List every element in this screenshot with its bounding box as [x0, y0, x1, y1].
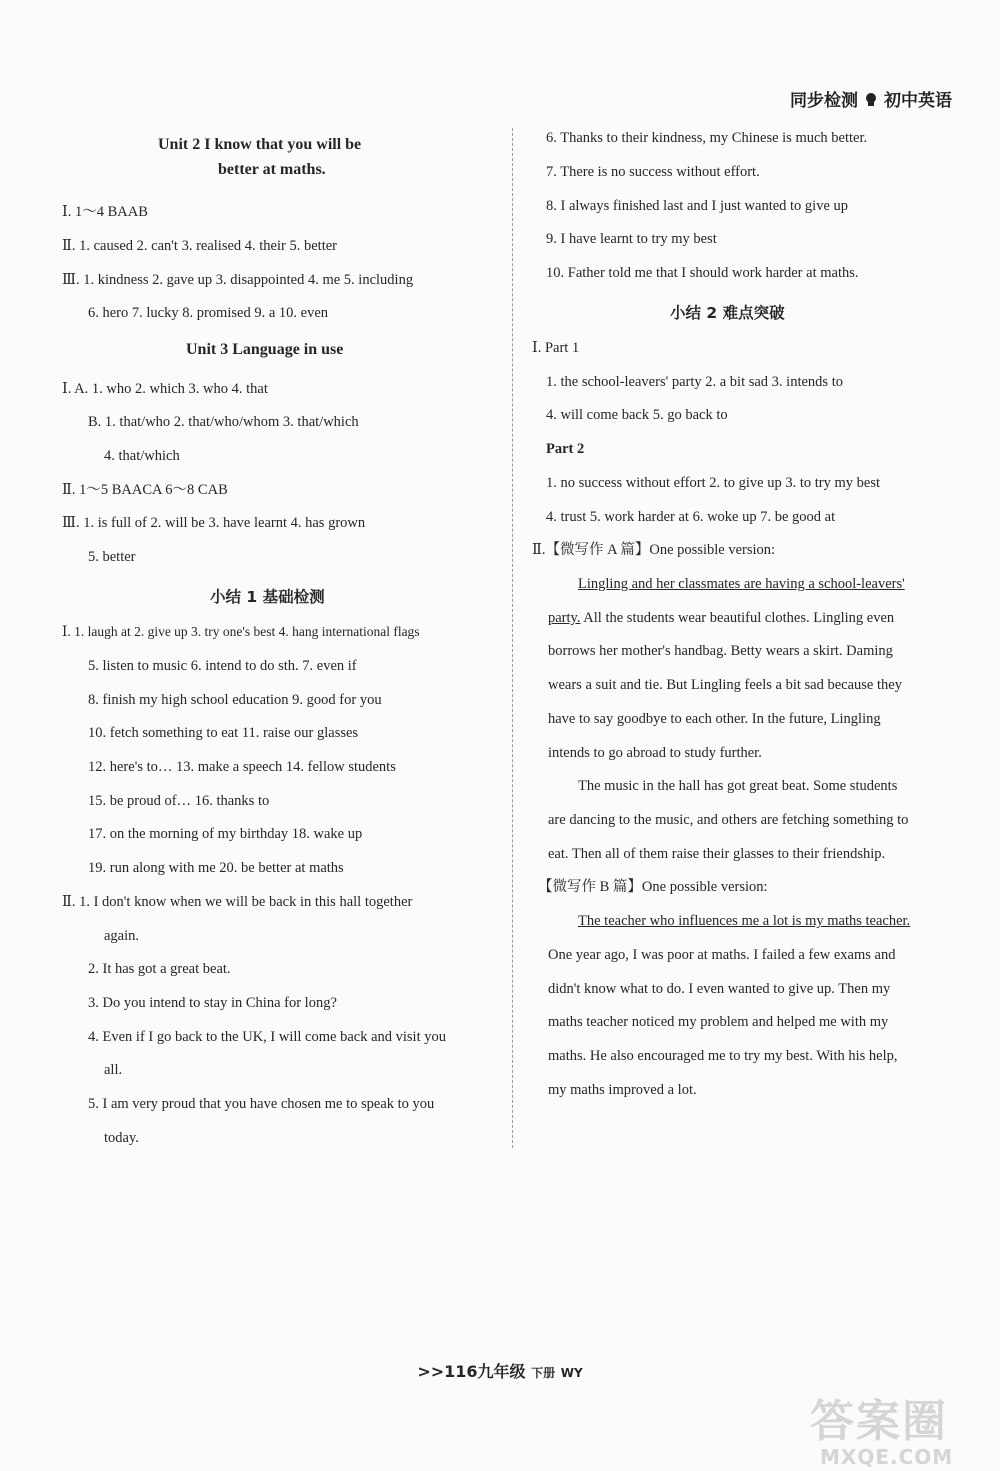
answer-line: 4. trust 5. work harder at 6. woke up 7. be good at [546, 509, 836, 525]
summary1-title: 小结 1 基础检测 [210, 588, 325, 606]
answer-line: 9. I have learnt to try my best [546, 231, 717, 247]
answer-line: 19. run along with me 20. be better at maths [88, 860, 344, 876]
essay-a-underlined-word: party. [548, 610, 581, 626]
column-divider [512, 128, 513, 1148]
answer-line: today. [104, 1130, 139, 1146]
volume-label: 下册 [531, 1366, 556, 1380]
answer-line: Ⅱ. 1. caused 2. can't 3. realised 4. their 5. better [62, 238, 337, 254]
essay-b-line: The teacher who influences me a lot is my maths teacher. [578, 913, 911, 929]
answer-line: all. [104, 1062, 123, 1078]
answer-line: Ⅰ. 1～4 BAAB [62, 204, 148, 220]
answer-line: 4. Even if I go back to the UK, I will come back and visit you [88, 1029, 446, 1045]
answer-line: Part 2 [546, 441, 585, 457]
essay-a-line: The music in the hall has got great beat. Some students [578, 778, 898, 794]
answer-line: 10. fetch something to eat 11. raise our glasses [88, 725, 359, 741]
essay-a-line: have to say goodbye to each other. In the future, Lingling [548, 711, 881, 727]
answer-line: 8. I always finished last and I just wanted to give up [546, 198, 849, 214]
lightbulb-icon [864, 91, 878, 107]
unit2-title-line2: better at maths. [218, 161, 326, 178]
essay-a-line: eat. Then all of them raise their glasses to their friendship. [548, 846, 886, 862]
answer-line: Ⅱ.【微写作 A 篇】One possible version: [532, 542, 776, 558]
essay-b-line: didn't know what to do. I even wanted to give up. Then my [548, 981, 891, 997]
answer-line: B. 1. that/who 2. that/who/whom 3. that/which [88, 414, 359, 430]
essay-a-line: intends to go abroad to study further. [548, 745, 762, 761]
essay-a-line [548, 608, 894, 628]
series-title: 同步检测 [790, 91, 858, 111]
essay-b-line: One year ago, I was poor at maths. I failed a few exams and [548, 947, 896, 963]
essay-b-line: maths teacher noticed my problem and helped me with my [548, 1014, 889, 1030]
page-footer [0, 1359, 1000, 1382]
subject-title: 初中英语 [884, 91, 952, 111]
answer-line: Ⅰ. Part 1 [532, 340, 580, 356]
answer-line: 8. finish my high school education 9. good for you [88, 692, 382, 708]
essay-b-heading: 【微写作 B 篇】One possible version: [538, 879, 768, 895]
edition-label: WY [560, 1366, 583, 1380]
answer-line: 17. on the morning of my birthday 18. wake up [88, 826, 363, 842]
essay-a-line: Lingling and her classmates are having a school-leavers' [578, 576, 905, 592]
answer-line: Ⅰ. 1. laugh at 2. give up 3. try one's best 4. hang international flags [62, 624, 420, 639]
answer-line: Ⅲ. 1. is full of 2. will be 3. have learnt 4. has grown [62, 515, 366, 531]
page-header [790, 86, 952, 111]
answer-line: 6. hero 7. lucky 8. promised 9. a 10. even [88, 305, 329, 321]
essay-a-line: are dancing to the music, and others are fetching something to [548, 812, 909, 828]
answer-line: 10. Father told me that I should work harder at maths. [546, 265, 859, 281]
answer-line: 5. better [88, 549, 136, 565]
answer-line: 4. will come back 5. go back to [546, 407, 728, 423]
watermark-url: MXQE.COM [820, 1445, 954, 1469]
answer-line: 15. be proud of… 16. thanks to [88, 793, 270, 809]
watermark-logo [810, 1385, 953, 1469]
answer-line: Ⅱ. 1. I don't know when we will be back in this hall together [62, 894, 413, 910]
essay-b-line: maths. He also encouraged me to try my best. With his help, [548, 1048, 898, 1064]
answer-line: 5. I am very proud that you have chosen me to speak to you [88, 1096, 435, 1112]
grade-label: 九年级 [477, 1362, 526, 1381]
unit2-title-line1: Unit 2 I know that you will be [158, 136, 362, 153]
answer-line: 7. There is no success without effort. [546, 164, 760, 180]
essay-a-line: wears a suit and tie. But Lingling feels a bit sad because they [548, 677, 902, 693]
page-arrows: >> [417, 1362, 445, 1381]
page-number: 116 [444, 1362, 478, 1381]
answer-line: 4. that/which [104, 448, 180, 464]
essay-a-line: borrows her mother's handbag. Betty wears a skirt. Daming [548, 643, 893, 659]
answer-line: 1. the school-leavers' party 2. a bit sad 3. intends to [546, 374, 843, 390]
answer-line: 5. listen to music 6. intend to do sth. 7. even if [88, 658, 357, 674]
answer-line: Ⅰ. A. 1. who 2. which 3. who 4. that [62, 381, 268, 397]
summary2-title: 小结 2 难点突破 [670, 304, 785, 322]
answer-line: 1. no success without effort 2. to give up 3. to try my best [546, 475, 880, 491]
answer-line: Ⅲ. 1. kindness 2. gave up 3. disappointed 4. me 5. including [62, 272, 414, 288]
unit3-title: Unit 3 Language in use [186, 341, 344, 358]
answer-line: 2. It has got a great beat. [88, 961, 231, 977]
answer-line: again. [104, 928, 140, 944]
answer-line: 6. Thanks to their kindness, my Chinese is much better. [546, 130, 868, 146]
watermark-text: 答案圈 [810, 1396, 948, 1447]
essay-a-text: All the students wear beautiful clothes. Lingling even [580, 610, 895, 626]
answer-line: 3. Do you intend to stay in China for long? [88, 995, 337, 1011]
answer-line: Ⅱ. 1～5 BAACA 6～8 CAB [62, 482, 228, 498]
essay-b-line: my maths improved a lot. [548, 1082, 697, 1098]
answer-line: 12. here's to… 13. make a speech 14. fellow students [88, 759, 396, 775]
